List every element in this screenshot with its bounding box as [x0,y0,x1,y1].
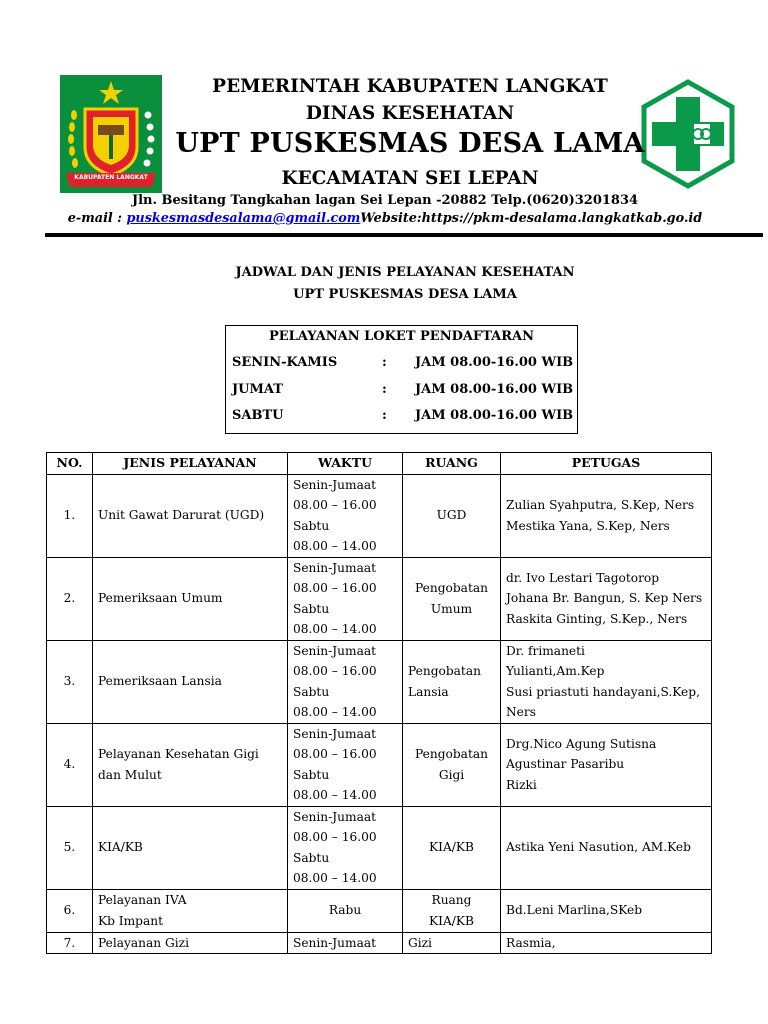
cell-service: Pelayanan IVA Kb Impant [93,889,288,932]
cell-room: Ruang KIA/KB [403,889,501,932]
table-row [47,889,712,932]
cell-staff: Zulian Syahputra, S.Kep, Ners Mestika Yana, S.Kep, Ners [501,474,712,557]
cell-service: Pemeriksaan Umum [93,557,288,640]
registration-row [226,355,577,375]
cell-time: Rabu [288,889,403,932]
table-row [47,557,712,640]
letterhead-contact [20,211,750,226]
registration-day: SABTU [232,408,284,423]
cell-time: Senin-Jumaat 08.00 – 16.00 Sabtu 08.00 – 14.00 [288,557,403,640]
letterhead-address: Jln. Besitang Tangkahan lagan Sei Lepan -20882 Telp.(0620)3201834 [131,193,639,208]
kabupaten-langkat-emblem [60,75,162,193]
cell-time: Senin-Jumaat 08.00 – 16.00 Sabtu 08.00 – 14.00 [288,806,403,889]
registration-hours: JAM 08.00-16.00 WIB [415,355,574,370]
registration-row [226,382,577,402]
registration-hours-title: PELAYANAN LOKET PENDAFTARAN [268,329,535,344]
registration-separator: : [382,355,387,370]
registration-day: SENIN-KAMIS [232,355,338,370]
cell-room: Pengobatan Gigi [403,723,501,806]
cell-room: UGD [403,474,501,557]
cell-service: Unit Gawat Darurat (UGD) [93,474,288,557]
cell-staff: Bd.Leni Marlina,SKeb [501,889,712,932]
letterhead-government: PEMERINTAH KABUPATEN LANGKAT [212,76,608,97]
cell-service: Pelayanan Kesehatan Gigi dan Mulut [93,723,288,806]
header-no: NO. [47,453,93,475]
cell-service: Pemeriksaan Lansia [93,640,288,723]
cell-staff: dr. Ivo Lestari Tagotorop Johana Br. Bangun, S. Kep Ners Raskita Ginting, S.Kep., Ners [501,557,712,640]
document-title: JADWAL DAN JENIS PELAYANAN KESEHATAN [235,265,575,280]
registration-hours-box [225,325,578,434]
cell-staff: Dr. frimaneti Yulianti,Am.Kep Susi priastuti handayani,S.Kep, Ners [501,640,712,723]
cell-time: Senin-Jumaat [288,932,403,954]
registration-separator: : [382,382,387,397]
cell-no: 4. [47,723,93,806]
cell-staff: Rasmia, [501,932,712,954]
document-subtitle: UPT PUSKESMAS DESA LAMA [293,287,517,302]
cell-room: Pengobatan Lansia [403,640,501,723]
cell-no: 6. [47,889,93,932]
cell-room: Gizi [403,932,501,954]
registration-separator: : [382,408,387,423]
cell-no: 2. [47,557,93,640]
registration-hours: JAM 08.00-16.00 WIB [415,408,574,423]
cell-no: 3. [47,640,93,723]
cell-service: KIA/KB [93,806,288,889]
registration-day: JUMAT [232,382,283,397]
registration-row [226,408,577,428]
cell-time: Senin-Jumaat 08.00 – 16.00 Sabtu 08.00 – 14.00 [288,640,403,723]
letterhead-institution: UPT PUSKESMAS DESA LAMA [175,128,645,159]
letterhead-department: DINAS KESEHATAN [305,103,515,124]
header-staff: PETUGAS [501,453,712,475]
email-label: e-mail : [67,211,127,226]
registration-hours: JAM 08.00-16.00 WIB [415,382,574,397]
table-row [47,640,712,723]
cell-room: KIA/KB [403,806,501,889]
cell-time: Senin-Jumaat 08.00 – 16.00 Sabtu 08.00 – 14.00 [288,723,403,806]
table-row [47,806,712,889]
cell-no: 7. [47,932,93,954]
table-header-row [47,453,712,475]
email-link[interactable]: puskesmasdesalama@gmail.com [126,211,361,226]
header-time: WAKTU [288,453,403,475]
cell-service: Pelayanan Gizi [93,932,288,954]
table-row [47,474,712,557]
emblem-ribbon-text: KABUPATEN LANGKAT [74,174,148,181]
cell-time: Senin-Jumaat 08.00 – 16.00 Sabtu 08.00 – 14.00 [288,474,403,557]
letterhead-district: KECAMATAN SEI LEPAN [281,168,539,189]
cell-staff: Drg.Nico Agung Sutisna Agustinar Pasaribu Rizki [501,723,712,806]
letterhead-divider [45,233,763,237]
cell-no: 5. [47,806,93,889]
header-room: RUANG [403,453,501,475]
header-service: JENIS PELAYANAN [93,453,288,475]
cell-staff: Astika Yeni Nasution, AM.Keb [501,806,712,889]
service-schedule-table [46,452,712,954]
table-row [47,932,712,954]
website-text: Website:https://pkm-desalama.langkatkab.go.id [360,211,703,226]
cell-room: Pengobatan Umum [403,557,501,640]
cell-no: 1. [47,474,93,557]
table-row [47,723,712,806]
